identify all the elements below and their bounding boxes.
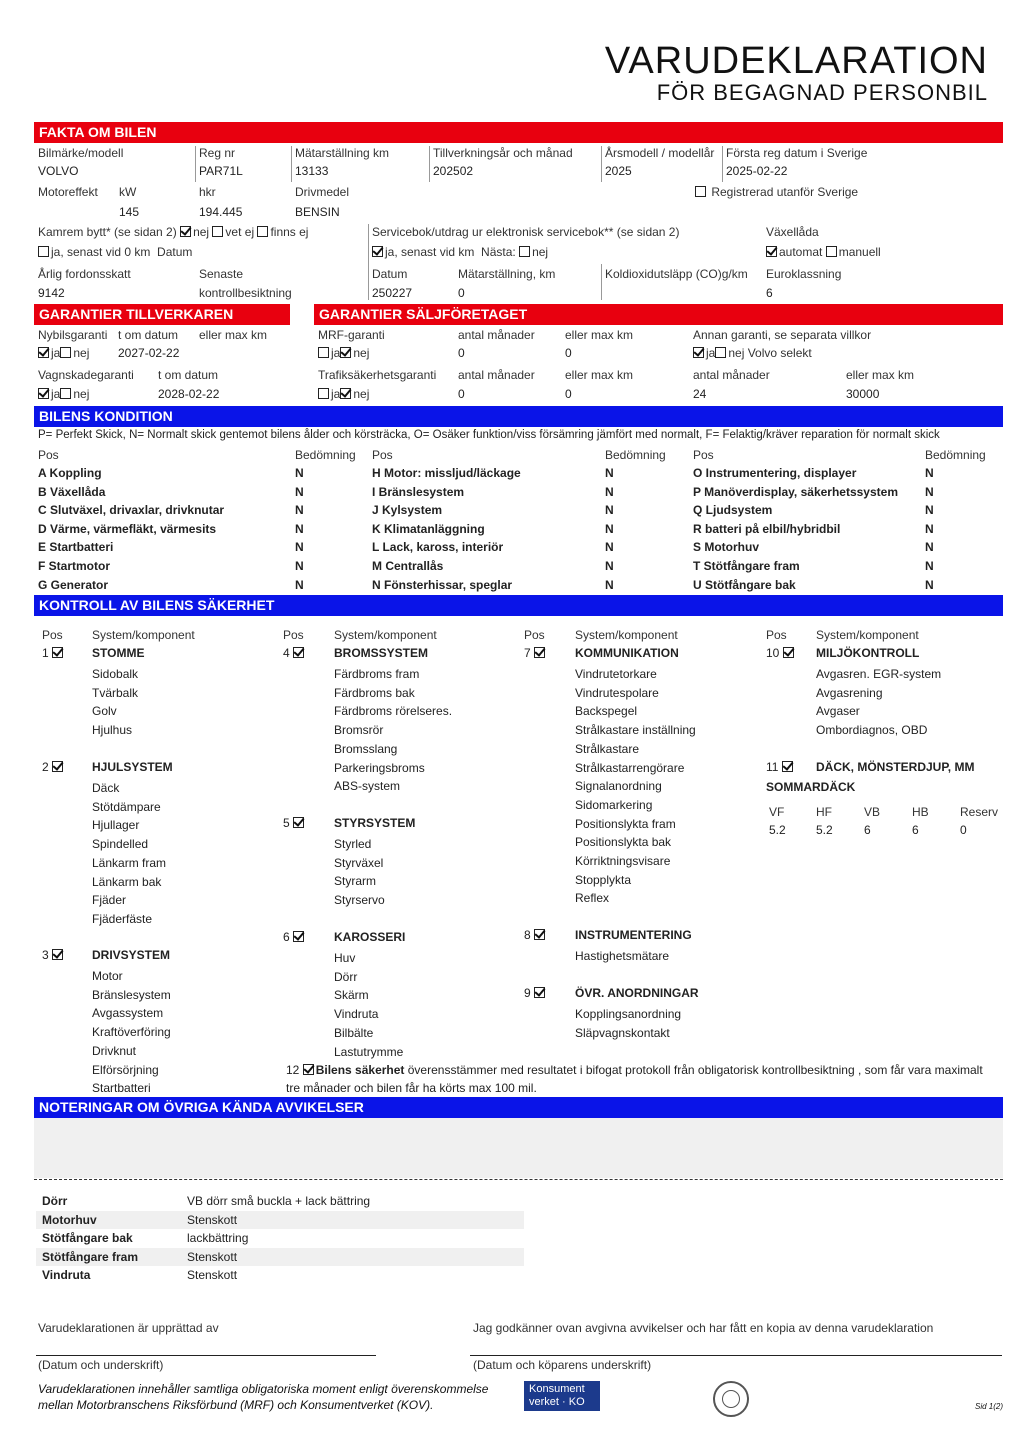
sakerhet-item: Dörr bbox=[334, 969, 358, 984]
kondition-item-label: U Stötfångare bak bbox=[693, 577, 796, 592]
kondition-item-value: N bbox=[605, 466, 614, 480]
sakerhet-pos: 8 bbox=[524, 928, 547, 942]
section-kondition: BILENS KONDITION bbox=[34, 406, 1003, 427]
sakerhet-item: Kopplingsanordning bbox=[575, 1007, 682, 1021]
service-ja-checkbox[interactable] bbox=[372, 246, 383, 257]
label-vagn: Vagnskadegaranti bbox=[38, 368, 134, 382]
annan-janej: ja nej Volvo selekt bbox=[693, 346, 812, 360]
sakerhet-item: Parkeringsbroms bbox=[334, 760, 425, 775]
sakerhet-item: Spindelled bbox=[92, 837, 149, 852]
sakerhet-item: Skärm bbox=[334, 988, 369, 1003]
kondition-item-label: C Slutväxel, drivaxlar, drivknutar bbox=[38, 503, 225, 518]
tire-head: Reserv bbox=[960, 805, 999, 819]
sakerhet-item: Elförsörjning bbox=[92, 1062, 159, 1077]
noteringar-value: VB dörr små buckla + lack bättring bbox=[187, 1194, 371, 1208]
label-mrf: MRF-garanti bbox=[318, 328, 385, 342]
value-fordonsskatt: 9142 bbox=[38, 286, 65, 300]
value-kw: 145 bbox=[119, 205, 140, 219]
sakerhet-checkbox[interactable] bbox=[293, 817, 304, 828]
page-subtitle: FÖR BEGAGNAD PERSONBIL bbox=[656, 80, 988, 105]
sakerhet-item: Bilbälte bbox=[334, 1025, 374, 1040]
kondition-item-value: N bbox=[295, 521, 304, 536]
sak-sys-head: System/komponent bbox=[92, 628, 195, 642]
sak-pos-head: Pos bbox=[766, 628, 787, 642]
sakerhet-item: Strålkastare inställning bbox=[575, 723, 696, 738]
value-trafik-man: 0 bbox=[458, 387, 465, 401]
automat-checkbox[interactable] bbox=[766, 246, 777, 257]
label-kamrem: Kamrem bytt* (se sidan 2) nej vet ej finns ej bbox=[38, 225, 309, 239]
kondition-item-label: H Motor: missljud/läckage bbox=[372, 466, 521, 480]
label-koldioxid: Koldioxidutsläpp (CO)g/km bbox=[605, 267, 748, 281]
sakerhet-item: Reflex bbox=[575, 891, 610, 906]
label-nybil-max: eller max km bbox=[199, 328, 268, 342]
value-regnr: PAR71L bbox=[199, 164, 243, 178]
sakerhet-item: Sidomarkering bbox=[575, 797, 653, 812]
kondition-item-label: L Lack, kaross, interiör bbox=[372, 540, 504, 555]
nybil-ja-checkbox[interactable] bbox=[38, 347, 49, 358]
sakerhet-item: Hjulhus bbox=[92, 723, 133, 738]
kondition-item-label: T Stötfångare fram bbox=[693, 559, 800, 573]
kondition-item-label: N Fönsterhissar, speglar bbox=[372, 577, 513, 592]
vagn-ja-checkbox[interactable] bbox=[38, 388, 49, 399]
kamrem-ja-row: ja, senast vid 0 km Datum bbox=[38, 245, 192, 259]
kondition-item-label: S Motorhuv bbox=[693, 540, 759, 555]
sakerhet-item: Huv bbox=[334, 951, 356, 965]
sakerhet-item: Avgasrening bbox=[816, 685, 883, 700]
sakerhet-checkbox[interactable] bbox=[52, 949, 63, 960]
sakerhet-item: Länkarm fram bbox=[92, 855, 167, 870]
kondition-item-value: N bbox=[925, 521, 934, 536]
tire-head: VB bbox=[864, 805, 881, 819]
label-mrf-antal: antal månader bbox=[458, 328, 535, 342]
sakerhet-group-title: STOMME bbox=[92, 646, 145, 660]
konsumentverket-logo: Konsument verket · KO bbox=[524, 1381, 600, 1411]
label-nybil: Nybilsgaranti bbox=[38, 328, 108, 342]
sakerhet-checkbox[interactable] bbox=[534, 647, 545, 658]
kondition-bed-head: Bedömning bbox=[295, 448, 356, 462]
label-forsta-reg: Första reg datum i Sverige bbox=[726, 146, 868, 160]
value-forsta-reg: 2025-02-22 bbox=[726, 164, 788, 178]
sakerhet-item: Färdbroms rörelseres. bbox=[334, 704, 453, 719]
kondition-item-value: N bbox=[925, 466, 934, 480]
label-fordonsskatt: Årlig fordonsskatt bbox=[38, 267, 131, 281]
service-nej-checkbox[interactable] bbox=[519, 246, 530, 257]
kondition-item-value: N bbox=[925, 484, 934, 499]
sakerhet-group-title: DÄCK, MÖNSTERDJUP, MM bbox=[816, 760, 975, 774]
sakerhet-item: Fjäder bbox=[92, 893, 127, 908]
noteringar-value: Stenskott bbox=[187, 1268, 238, 1283]
kondition-item-label: R batteri på elbil/hybridbil bbox=[693, 521, 841, 536]
sakerhet-checkbox[interactable] bbox=[534, 987, 545, 998]
sak-sys-head: System/komponent bbox=[575, 628, 678, 642]
sakerhet-item: Körriktningsvisare bbox=[575, 854, 671, 868]
section-garanti-saljforetaget: GARANTIER SÄLJFÖRETAGET bbox=[314, 304, 1003, 325]
sakerhet-item: Positionslykta bak bbox=[575, 835, 672, 850]
sakerhet-group-title: DRIVSYSTEM bbox=[92, 948, 171, 962]
label-matar: Mätarställning km bbox=[295, 146, 390, 160]
sakerhet-pos: 9 bbox=[524, 986, 547, 1000]
sakerhet-item: Bromsrör bbox=[334, 723, 384, 738]
kondition-legend: P= Perfekt Skick, N= Normalt skick gentemot bilens ålder och körsträcka, O= Osäker funktion/viss försämring jämfört med normalt, F= Felaktig/kräver reparation för normalt skick bbox=[38, 429, 940, 441]
kondition-pos-head: Pos bbox=[372, 448, 393, 462]
tire-value: 6 bbox=[864, 823, 871, 837]
kondition-item-label: D Värme, värmefläkt, värmesits bbox=[38, 521, 217, 536]
kondition-item-value: N bbox=[925, 540, 934, 555]
kondition-item-value: N bbox=[925, 559, 934, 573]
sakerhet-item: Länkarm bak bbox=[92, 874, 162, 889]
kondition-item-label: O Instrumentering, displayer bbox=[693, 466, 857, 480]
sakerhet-group-title: BROMSSYSTEM bbox=[334, 646, 429, 660]
page-title: VARUDEKLARATION bbox=[604, 40, 988, 82]
sak-pos-head: Pos bbox=[42, 628, 63, 642]
annan-nej-checkbox[interactable] bbox=[715, 347, 726, 358]
sakerhet-item: Bromsslang bbox=[334, 741, 398, 756]
trafik-nej-checkbox[interactable] bbox=[340, 388, 351, 399]
sakerhet-item: Avgaser bbox=[816, 704, 860, 719]
sakerhet-group-title: MILJÖKONTROLL bbox=[816, 646, 920, 660]
sakerhet-item: Bränslesystem bbox=[92, 987, 171, 1002]
value-matar2: 0 bbox=[458, 286, 465, 300]
mrf-janej: ja nej bbox=[318, 346, 369, 360]
kondition-item-label: P Manöverdisplay, säkerhetssystem bbox=[693, 484, 898, 499]
sakerhet-item: Styrarm bbox=[334, 874, 376, 889]
tire-value: 0 bbox=[960, 823, 967, 837]
sakerhet-item: Färdbroms fram bbox=[334, 667, 420, 681]
kondition-item-value: N bbox=[925, 503, 934, 518]
vaxellada-row: automat manuell bbox=[766, 245, 881, 259]
sakerhet-checkbox[interactable] bbox=[534, 929, 545, 940]
sak-sys-head: System/komponent bbox=[334, 628, 437, 642]
kondition-item-value: N bbox=[295, 577, 304, 592]
kondition-item-value: N bbox=[295, 484, 304, 499]
label-annan-max: eller max km bbox=[846, 368, 915, 382]
label-bilmarke: Bilmärke/modell bbox=[38, 146, 124, 160]
value-annan-man: 24 bbox=[693, 387, 707, 401]
kondition-item-value: N bbox=[605, 577, 614, 592]
label-annan: Annan garanti, se separata villkor bbox=[693, 328, 872, 342]
noteringar-key: Dörr bbox=[42, 1194, 68, 1208]
kondition-bed-head: Bedömning bbox=[925, 448, 986, 462]
sakerhet-item: Styrservo bbox=[334, 893, 385, 908]
sakerhet-item: Vindruta bbox=[334, 1007, 379, 1022]
sakerhet-item: Golv bbox=[92, 704, 117, 719]
value-mrf-man: 0 bbox=[458, 346, 465, 360]
sakerhet-item: Hjullager bbox=[92, 818, 140, 833]
sakerhet-item: Stötdämpare bbox=[92, 799, 161, 814]
sakerhet-item: Strålkastarrengörare bbox=[575, 760, 685, 775]
kondition-item-label: J Kylsystem bbox=[372, 503, 443, 518]
label-senaste: Senaste bbox=[199, 267, 244, 281]
label-servicebok: Servicebok/utdrag ur elektronisk servicebok** (se sidan 2) bbox=[372, 225, 680, 239]
value-nybil-datum: 2027-02-22 bbox=[118, 346, 180, 360]
kondition-item-label: G Generator bbox=[38, 577, 109, 592]
value-tillv: 202502 bbox=[433, 164, 474, 178]
sakerhet-12-checkbox[interactable] bbox=[303, 1064, 314, 1075]
sakerhet-item: Styrled bbox=[334, 837, 372, 851]
sakerhet-group-title: KOMMUNIKATION bbox=[575, 646, 679, 660]
label-regnr: Reg nr bbox=[199, 146, 236, 160]
tire-value: 6 bbox=[912, 823, 919, 837]
sakerhet-group-title: INSTRUMENTERING bbox=[575, 928, 692, 942]
sakerhet-checkbox[interactable] bbox=[52, 647, 63, 658]
sakerhet-pos: 2 bbox=[42, 760, 65, 774]
sakerhet-item: Startbatteri bbox=[92, 1081, 151, 1096]
label-tillv: Tillverkningsår och månad bbox=[433, 146, 573, 160]
kondition-item-value: N bbox=[295, 466, 304, 480]
sakerhet-item: Vindrutespolare bbox=[575, 685, 659, 700]
sakerhet-item: Backspegel bbox=[575, 704, 638, 719]
nybil-janej: ja nej bbox=[38, 346, 89, 360]
sak-sys-head: System/komponent bbox=[816, 628, 919, 642]
sakerhet-item: Däck bbox=[92, 781, 120, 795]
noteringar-key: Vindruta bbox=[42, 1268, 91, 1283]
reg-utanfor-checkbox[interactable]: Registrerad utanför Sverige bbox=[695, 185, 858, 199]
godkanner-label: Jag godkänner ovan avgivna avvikelser och har fått en kopia av denna varudeklaration bbox=[473, 1321, 934, 1335]
sak-pos-head: Pos bbox=[524, 628, 545, 642]
label-drivmedel: Drivmedel bbox=[295, 185, 350, 199]
value-arsmodell: 2025 bbox=[605, 164, 632, 178]
value-trafik-km: 0 bbox=[565, 387, 572, 401]
sakerhet-item: Avgassystem bbox=[92, 1006, 164, 1021]
sign1-label: (Datum och underskrift) bbox=[38, 1358, 164, 1372]
sak-pos-head: Pos bbox=[283, 628, 304, 642]
label-annan-antal: antal månader bbox=[693, 368, 770, 382]
kondition-item-value: N bbox=[605, 484, 614, 499]
sakerhet-pos: 4 bbox=[283, 646, 306, 660]
sakerhet-item: Kraftöverföring bbox=[92, 1025, 171, 1040]
tire-value: 5.2 bbox=[816, 823, 833, 837]
service-ja-row: ja, senast vid km Nästa: nej bbox=[372, 245, 548, 259]
trafik-ja-checkbox[interactable] bbox=[318, 388, 329, 399]
kondition-item-value: N bbox=[295, 540, 304, 555]
sakerhet-item: ABS-system bbox=[334, 779, 401, 794]
mrf-seal-icon bbox=[713, 1381, 749, 1417]
noteringar-value: Stenskott bbox=[187, 1249, 238, 1264]
nybil-nej-checkbox[interactable] bbox=[60, 347, 71, 358]
label-trafik: Trafiksäkerhetsgaranti bbox=[318, 368, 437, 382]
sakerhet-item: Styrväxel bbox=[334, 855, 384, 870]
noteringar-area[interactable] bbox=[34, 1118, 1003, 1178]
label-motoreffekt: Motoreffekt bbox=[38, 185, 98, 199]
sakerhet-pos: 10 bbox=[766, 646, 796, 660]
kondition-bed-head: Bedömning bbox=[605, 448, 666, 462]
section-garanti-tillverkaren: GARANTIER TILLVERKAREN bbox=[34, 304, 290, 325]
noteringar-key: Motorhuv bbox=[42, 1212, 97, 1227]
tire-season: SOMMARDÄCK bbox=[766, 780, 856, 794]
sakerhet-item: Vindrutetorkare bbox=[575, 667, 657, 681]
kondition-pos-head: Pos bbox=[693, 448, 714, 462]
label-trafik-max: eller max km bbox=[565, 368, 634, 382]
label-nybil-tom: t om datum bbox=[118, 328, 179, 342]
sakerhet-checkbox[interactable] bbox=[782, 761, 793, 772]
noteringar-key: Stötfångare bak bbox=[42, 1231, 133, 1246]
section-sakerhet: KONTROLL AV BILENS SÄKERHET bbox=[34, 595, 1003, 616]
sakerhet-pos: 7 bbox=[524, 646, 547, 660]
label-datum: Datum bbox=[372, 267, 408, 281]
sakerhet-item: Lastutrymme bbox=[334, 1044, 404, 1059]
sakerhet-12: 12 Bilens säkerhet överensstämmer med resultatet i bifogat protokoll från obligatorisk kontrollbesiktning , som får vara maximalt bbox=[286, 1063, 983, 1077]
sakerhet-group-title: KAROSSERI bbox=[334, 930, 406, 944]
footer-note-1: Varudeklarationen innehåller samtliga obligatoriska moment enligt överenskommelse bbox=[38, 1382, 489, 1396]
tire-value: 5.2 bbox=[769, 823, 786, 837]
sakerhet-group-title: STYRSYSTEM bbox=[334, 816, 416, 830]
value-drivmedel: BENSIN bbox=[295, 205, 340, 219]
kondition-item-label: Q Ljudsystem bbox=[693, 503, 773, 518]
kondition-item-value: N bbox=[295, 503, 304, 518]
kondition-item-label: M Centrallås bbox=[372, 559, 444, 573]
trafik-janej: ja nej bbox=[318, 387, 369, 401]
sakerhet-item: Färdbroms bak bbox=[334, 685, 415, 700]
vagn-janej: ja nej bbox=[38, 387, 89, 401]
sakerhet-pos: 5 bbox=[283, 816, 306, 830]
value-annan-km: 30000 bbox=[846, 387, 880, 401]
footer-note-2: mellan Motorbranschens Riksförbund (MRF) och Konsumentverket (KOV). bbox=[38, 1398, 434, 1412]
sakerhet-item: Tvärbalk bbox=[92, 685, 139, 700]
sakerhet-item: Strålkastare bbox=[575, 741, 640, 756]
kondition-pos-head: Pos bbox=[38, 448, 59, 462]
label-kontroll: kontrollbesiktning bbox=[199, 286, 292, 300]
tire-head: HF bbox=[816, 805, 832, 819]
label-kw: kW bbox=[119, 185, 137, 199]
noteringar-row-bg bbox=[36, 1211, 524, 1229]
label-euroklass: Euroklassning bbox=[766, 267, 842, 281]
kondition-item-label: A Koppling bbox=[38, 466, 102, 480]
sakerhet-pos: 1 bbox=[42, 646, 65, 660]
kondition-item-label: B Växellåda bbox=[38, 484, 106, 499]
sign-line-2[interactable] bbox=[470, 1355, 1002, 1356]
label-vagn-tom: t om datum bbox=[158, 368, 219, 382]
sakerhet-item: Motor bbox=[92, 969, 123, 983]
kondition-item-value: N bbox=[295, 559, 304, 573]
value-matar: 13133 bbox=[295, 164, 329, 178]
kondition-item-value: N bbox=[605, 503, 614, 518]
sakerhet-group-title: HJULSYSTEM bbox=[92, 760, 173, 774]
sakerhet-checkbox[interactable] bbox=[293, 931, 304, 942]
mrf-ja-checkbox[interactable] bbox=[318, 347, 329, 358]
noteringar-key: Stötfångare fram bbox=[42, 1249, 139, 1264]
sakerhet-12-line2: tre månader och bilen får ha körts max 100 mil. bbox=[286, 1081, 537, 1095]
sakerhet-item: Avgasren. EGR-system bbox=[816, 667, 942, 681]
sakerhet-item: Fjäderfäste bbox=[92, 911, 153, 926]
label-arsmodell: Årsmodell / modellår bbox=[605, 146, 715, 160]
kondition-item-label: E Startbatteri bbox=[38, 540, 114, 555]
kondition-item-label: K Klimatanläggning bbox=[372, 521, 485, 536]
sakerhet-item: Stopplykta bbox=[575, 872, 632, 887]
sakerhet-pos: 11 bbox=[766, 760, 795, 774]
tire-head: VF bbox=[769, 805, 785, 819]
sakerhet-pos: 6 bbox=[283, 930, 306, 944]
sakerhet-item: Släpvagnskontakt bbox=[575, 1025, 670, 1040]
sakerhet-item: Ombordiagnos, OBD bbox=[816, 723, 928, 738]
sakerhet-checkbox[interactable] bbox=[783, 647, 794, 658]
section-fakta: FAKTA OM BILEN bbox=[34, 122, 1003, 143]
value-vagn-datum: 2028-02-22 bbox=[158, 387, 220, 401]
sakerhet-checkbox[interactable] bbox=[52, 761, 63, 772]
sakerhet-item: Signalanordning bbox=[575, 779, 662, 794]
kondition-item-value: N bbox=[605, 521, 614, 536]
kondition-item-value: N bbox=[605, 559, 614, 573]
sign-line-1[interactable] bbox=[36, 1355, 376, 1356]
kondition-item-label: F Startmotor bbox=[38, 559, 110, 573]
annan-ja-checkbox[interactable] bbox=[693, 347, 704, 358]
upprattad-label: Varudeklarationen är upprättad av bbox=[38, 1321, 219, 1335]
sakerhet-checkbox[interactable] bbox=[293, 647, 304, 658]
sakerhet-item: Sidobalk bbox=[92, 667, 139, 681]
sign2-label: (Datum och köparens underskrift) bbox=[473, 1358, 652, 1372]
sakerhet-group-title: ÖVR. ANORDNINGAR bbox=[575, 986, 699, 1000]
kondition-item-value: N bbox=[925, 577, 934, 592]
label-trafik-antal: antal månader bbox=[458, 368, 535, 382]
noteringar-value: lackbättring bbox=[187, 1231, 249, 1246]
kondition-item-value: N bbox=[605, 540, 614, 555]
kondition-item-label: I Bränslesystem bbox=[372, 484, 465, 499]
value-hkr: 194.445 bbox=[199, 205, 243, 219]
value-euroklass: 6 bbox=[766, 286, 773, 300]
kamrem-vetej-checkbox[interactable] bbox=[212, 226, 223, 237]
sakerhet-pos: 3 bbox=[42, 948, 65, 962]
kamrem-ja-checkbox[interactable] bbox=[38, 246, 49, 257]
noteringar-value: Stenskott bbox=[187, 1212, 238, 1227]
vagn-nej-checkbox[interactable] bbox=[60, 388, 71, 399]
value-bilmarke: VOLVO bbox=[38, 164, 79, 178]
label-vaxellada: Växellåda bbox=[766, 225, 819, 239]
kamrem-finns-checkbox[interactable] bbox=[257, 226, 268, 237]
mrf-nej-checkbox[interactable] bbox=[340, 347, 351, 358]
label-hkr: hkr bbox=[199, 185, 216, 199]
sakerhet-item: Positionslykta fram bbox=[575, 816, 676, 831]
sakerhet-item: Drivknut bbox=[92, 1043, 137, 1058]
sakerhet-item: Hastighetsmätare bbox=[575, 949, 670, 963]
manuell-checkbox[interactable] bbox=[826, 246, 837, 257]
value-datum: 250227 bbox=[372, 286, 413, 300]
tire-head: HB bbox=[912, 805, 929, 819]
label-mrf-max: eller max km bbox=[565, 328, 634, 342]
section-noteringar: NOTERINGAR OM ÖVRIGA KÄNDA AVVIKELSER bbox=[34, 1097, 1003, 1118]
page-number: Sid 1(2) bbox=[975, 1402, 1004, 1411]
kamrem-nej-checkbox[interactable] bbox=[180, 226, 191, 237]
value-mrf-km: 0 bbox=[565, 346, 572, 360]
label-matar2: Mätarställning, km bbox=[458, 267, 556, 281]
